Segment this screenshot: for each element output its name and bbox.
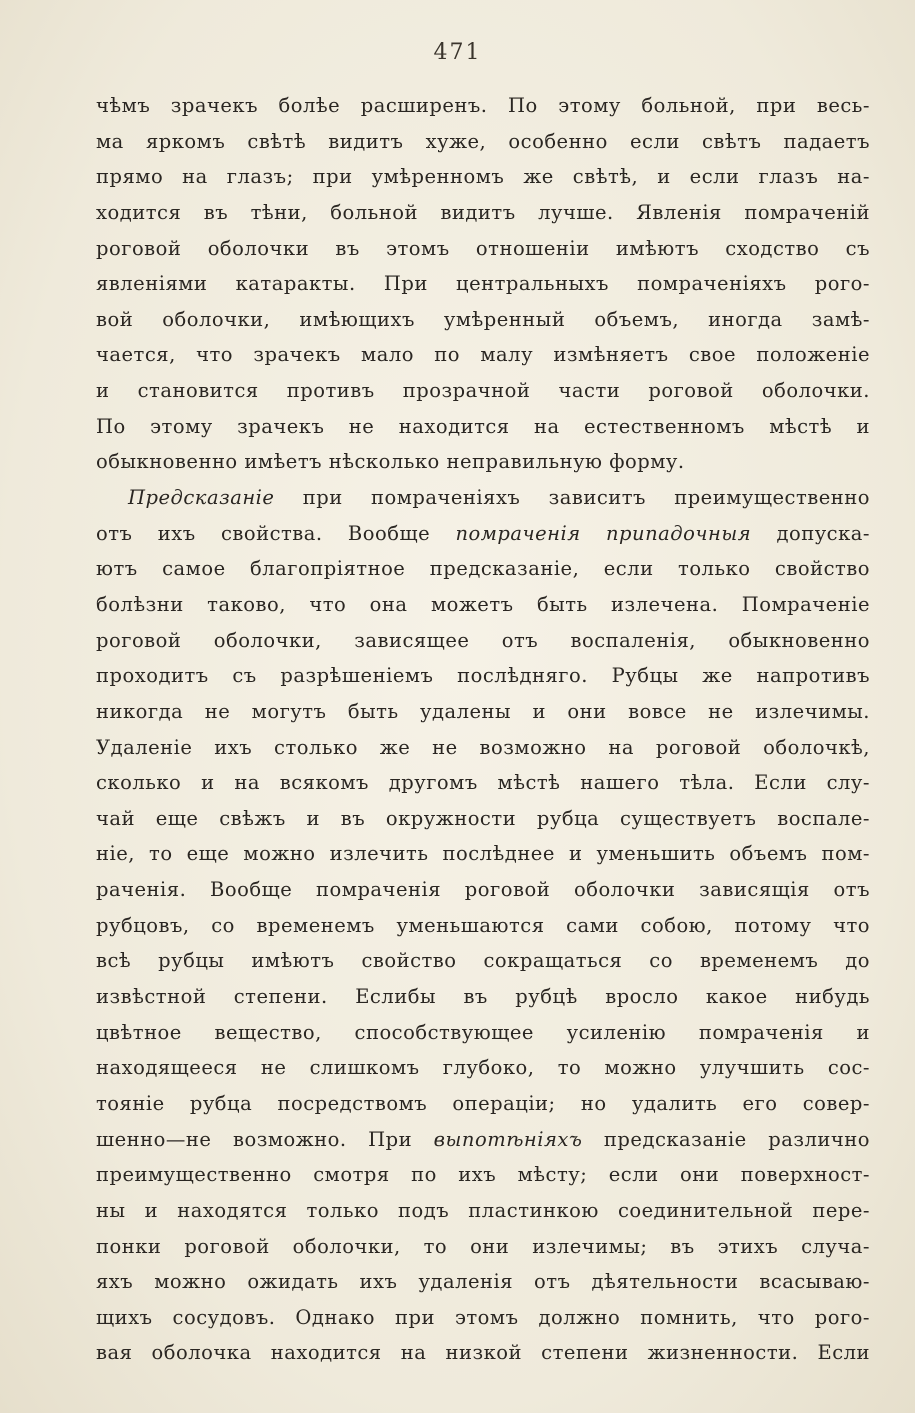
line-text: вая оболочка находится на низкой степени жизненности. Если <box>96 1341 870 1365</box>
text-line <box>96 836 870 872</box>
line-text: понки роговой оболочки, то они излечимы; въ этихъ случа- <box>96 1234 870 1258</box>
text-line <box>96 551 870 587</box>
text-line <box>96 1300 870 1336</box>
text-line <box>96 587 870 623</box>
text-line <box>96 658 870 694</box>
emphasized-text: помраченія припадочныя <box>455 521 752 545</box>
line-text: рубцовъ, со временемъ уменьшаются сами собою, потому что <box>96 913 870 937</box>
line-text: ходится въ тѣни, больной видитъ лучше. Явленія помраченій <box>96 200 870 224</box>
body-text <box>96 88 870 1371</box>
line-text: чѣмъ зрачекъ болѣе расширенъ. По этому больной, при весь- <box>96 94 870 117</box>
line-text: цвѣтное вещество, способствующее усиленію помраченія и <box>96 1020 870 1044</box>
text-line <box>96 765 870 801</box>
text-line <box>96 979 870 1015</box>
line-text: никогда не могутъ быть удалены и они вовсе не излечимы. <box>96 699 870 723</box>
text-line <box>96 409 870 445</box>
text-line <box>96 694 870 730</box>
text-line <box>96 1335 870 1371</box>
emphasized-text: выпотѣніяхъ <box>433 1127 583 1151</box>
line-text: и становится противъ прозрачной части роговой оболочки. <box>96 379 870 403</box>
text-line <box>96 872 870 908</box>
line-text: ны и находятся только подъ пластинкою соединительной пере- <box>96 1198 870 1222</box>
text-line <box>96 623 870 659</box>
text-line <box>96 231 870 267</box>
line-text: обыкновенно имѣетъ нѣсколько неправильную форму. <box>96 450 685 474</box>
line-text: Удаленіе ихъ столько же не возможно на роговой оболочкѣ, <box>96 735 870 759</box>
line-text: роговой оболочки въ этомъ отношеніи имѣютъ сходство съ <box>96 236 870 260</box>
page-number: 471 <box>433 40 482 65</box>
text-line <box>96 1015 870 1051</box>
text-line <box>96 88 870 124</box>
text-line <box>96 195 870 231</box>
line-text: ютъ самое благопріятное предсказаніе, если только свойство <box>96 557 870 581</box>
text-line <box>96 1050 870 1086</box>
emphasized-text: Предсказаніе <box>128 486 275 510</box>
line-text: извѣстной степени. Еслибы въ рубцѣ вросло какое нибудь <box>96 985 870 1009</box>
text-line <box>96 159 870 195</box>
text-line <box>96 1264 870 1300</box>
line-text: яхъ можно ожидать ихъ удаленія отъ дѣятельности всасываю- <box>96 1270 870 1294</box>
text-line <box>96 801 870 837</box>
line-text: проходитъ съ разрѣшеніемъ послѣдняго. Рубцы же напротивъ <box>96 664 870 688</box>
text-line <box>96 516 870 552</box>
line-text: преимущественно смотря по ихъ мѣсту; если они поверхност- <box>96 1163 870 1187</box>
line-text: явленіями катаракты. При центральныхъ помраченіяхъ рого- <box>96 272 870 296</box>
line-text: вой оболочки, имѣющихъ умѣренный объемъ, иногда замѣ- <box>96 307 870 331</box>
line-text: болѣзни таково, что она можетъ быть излечена. Помраченіе <box>96 592 870 616</box>
text-line <box>96 943 870 979</box>
line-text: чается, что зрачекъ мало по малу измѣняетъ свое положеніе <box>96 343 870 367</box>
text-line <box>96 730 870 766</box>
text-line <box>96 266 870 302</box>
line-text: сколько и на всякомъ другомъ мѣстѣ нашего тѣла. Если слу- <box>96 771 870 795</box>
text-line <box>96 1086 870 1122</box>
text-line <box>96 1122 870 1158</box>
line-text: предсказаніе различно <box>582 1127 871 1151</box>
line-text: ма яркомъ свѣтѣ видитъ хуже, особенно если свѣтъ падаетъ <box>96 129 870 153</box>
text-line <box>96 124 870 160</box>
text-line <box>96 908 870 944</box>
text-line <box>96 1229 870 1265</box>
line-text: находящееся не слишкомъ глубоко, то можно улучшить сос- <box>96 1056 870 1080</box>
line-text: раченія. Вообще помраченія роговой оболочки зависящія отъ <box>96 878 870 902</box>
line-text: при помраченіяхъ зависитъ преимущественно <box>274 486 870 510</box>
line-text: щихъ сосудовъ. Однако при этомъ должно помнить, что рого- <box>96 1305 870 1329</box>
line-text: допуска- <box>751 521 870 545</box>
text-line <box>96 302 870 338</box>
line-text: отъ ихъ свойства. Вообще <box>96 521 456 545</box>
line-text: ніе, то еще можно излечить послѣднее и уменьшить объемъ пом- <box>96 842 870 866</box>
text-line <box>96 1157 870 1193</box>
line-text: тояніе рубца посредствомъ операціи; но удалить его совер- <box>96 1091 870 1115</box>
line-text: чай еще свѣжъ и въ окружности рубца существуетъ воспале- <box>96 806 870 830</box>
text-line <box>96 1193 870 1229</box>
text-line <box>96 337 870 373</box>
line-text: По этому зрачекъ не находится на естественномъ мѣстѣ и <box>96 414 870 438</box>
text-line <box>96 444 870 480</box>
line-text: роговой оболочки, зависящее отъ воспаленія, обыкновенно <box>96 628 870 652</box>
text-line <box>96 480 870 516</box>
line-text: прямо на глазъ; при умѣренномъ же свѣтѣ, и если глазъ на- <box>96 165 870 189</box>
line-text: всѣ рубцы имѣютъ свойство сокращаться со временемъ до <box>96 949 870 973</box>
text-line <box>96 373 870 409</box>
line-text: шенно—не возможно. При <box>96 1127 434 1151</box>
